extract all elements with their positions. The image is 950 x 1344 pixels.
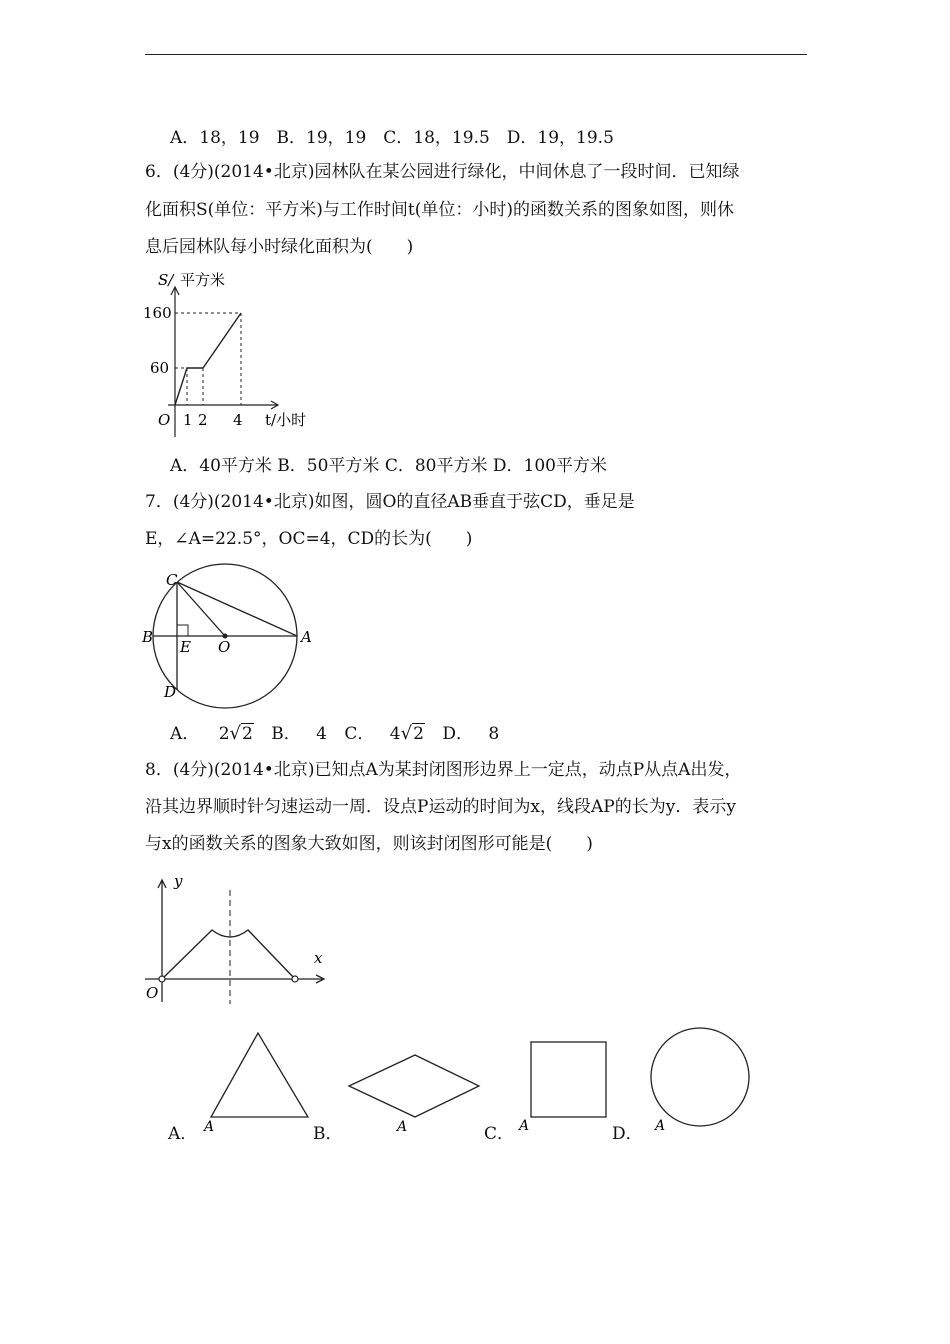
q6-x-tick-4: 4 xyxy=(233,411,243,429)
q6-line-3: 息后园林队每小时绿化面积为( ) xyxy=(145,237,414,257)
q7-option-a-sqrt-icon: √ xyxy=(229,723,241,744)
q8-origin: O xyxy=(146,984,159,1002)
q7-option-c-sqrt-icon: √ xyxy=(400,723,413,744)
q8-line-1: 8．(4分)(2014•北京)已知点A为某封闭图形边界上一定点，动点P从点A出发， xyxy=(145,760,742,780)
q5-options: A．18，19 B．19，19 C．18，19.5 D．19，19.5 xyxy=(170,128,614,148)
q6-y-label-unit: 平方米 xyxy=(180,271,226,289)
q7-line-2: E，∠A=22.5°，OC=4，CD的长为( ) xyxy=(145,529,473,549)
q7-option-a-coef: 2 xyxy=(218,724,230,744)
q6-y-tick-160: 160 xyxy=(143,304,172,322)
q8-choice-a-label: A． xyxy=(168,1124,198,1144)
q8-graph xyxy=(140,870,340,1010)
q7-option-a-radicand: 2 xyxy=(242,724,253,744)
q7-option-d-value: 8 xyxy=(488,724,500,744)
q6-x-label: t/小时 xyxy=(265,411,307,429)
q8-choice-a-triangle xyxy=(200,1030,320,1135)
q7-option-b-label: B． xyxy=(271,724,301,744)
q8-y-label: y xyxy=(174,872,183,890)
q8-choice-c-label: C． xyxy=(484,1124,515,1144)
q8-choice-c-square xyxy=(515,1035,615,1135)
q8-choice-b-label: B． xyxy=(313,1124,343,1144)
q7-label-c: C xyxy=(166,571,178,589)
q6-y-tick-60: 60 xyxy=(150,359,170,377)
q8-choice-b-rhombus xyxy=(340,1050,490,1135)
q7-segment-co xyxy=(177,582,225,636)
q7-label-e: E xyxy=(180,638,191,656)
q6-x-tick-2: 2 xyxy=(198,411,208,429)
header-rule xyxy=(145,54,807,55)
q7-label-d: D xyxy=(164,683,177,701)
q8-choice-a-point: A xyxy=(204,1119,215,1135)
q8-curve xyxy=(162,930,295,979)
q6-line-1: 6．(4分)(2014•北京)园林队在某公园进行绿化，中间休息了一段时间．已知绿 xyxy=(145,162,740,182)
q7-option-b-value: 4 xyxy=(316,724,327,744)
q6-line-2: 化面积S(单位：平方米)与工作时间t(单位：小时)的函数关系的图象如图，则休 xyxy=(145,200,735,220)
q8-line-3: 与x的函数关系的图象大致如图，则该封闭图形可能是( ) xyxy=(145,834,593,854)
q7-options xyxy=(170,722,499,746)
q8-start-point xyxy=(159,976,165,982)
q6-graph-line xyxy=(175,313,241,405)
q8-choice-c-point: A xyxy=(519,1118,530,1134)
q8-choice-d-label: D． xyxy=(612,1124,643,1144)
q7-label-o: O xyxy=(218,638,231,656)
q8-end-point xyxy=(292,976,298,982)
q7-option-c-coef: 4 xyxy=(389,724,401,744)
q6-y-label-var: S/ xyxy=(158,271,174,289)
q7-line-1: 7．(4分)(2014•北京)如图，圆O的直径AB垂直于弦CD，垂足是 xyxy=(145,492,635,512)
q7-label-b: B xyxy=(142,628,154,646)
q8-line-2: 沿其边界顺时针匀速运动一周．设点P运动的时间为x，线段AP的长为y．表示y xyxy=(145,797,736,817)
q8-choice-d-circle xyxy=(645,1025,755,1135)
q7-option-c-label: C． xyxy=(344,724,375,744)
q6-options: A．40平方米 B．50平方米 C．80平方米 D．100平方米 xyxy=(170,456,607,476)
q6-x-tick-1: 1 xyxy=(183,411,193,429)
q7-option-d-label: D． xyxy=(442,724,473,744)
q7-segment-ca xyxy=(177,582,297,636)
q8-choice-d-point: A xyxy=(655,1118,666,1134)
q7-option-a-label: A． xyxy=(170,724,200,744)
q7-right-angle-mark xyxy=(177,625,188,636)
q7-circle-figure xyxy=(140,565,320,715)
q6-origin: O xyxy=(158,411,171,429)
q6-graph xyxy=(140,265,320,440)
q8-choice-b-point: A xyxy=(397,1119,408,1135)
q7-option-c-radicand: 2 xyxy=(413,724,424,744)
q7-label-a: A xyxy=(301,628,312,646)
q8-x-label: x xyxy=(314,949,323,967)
